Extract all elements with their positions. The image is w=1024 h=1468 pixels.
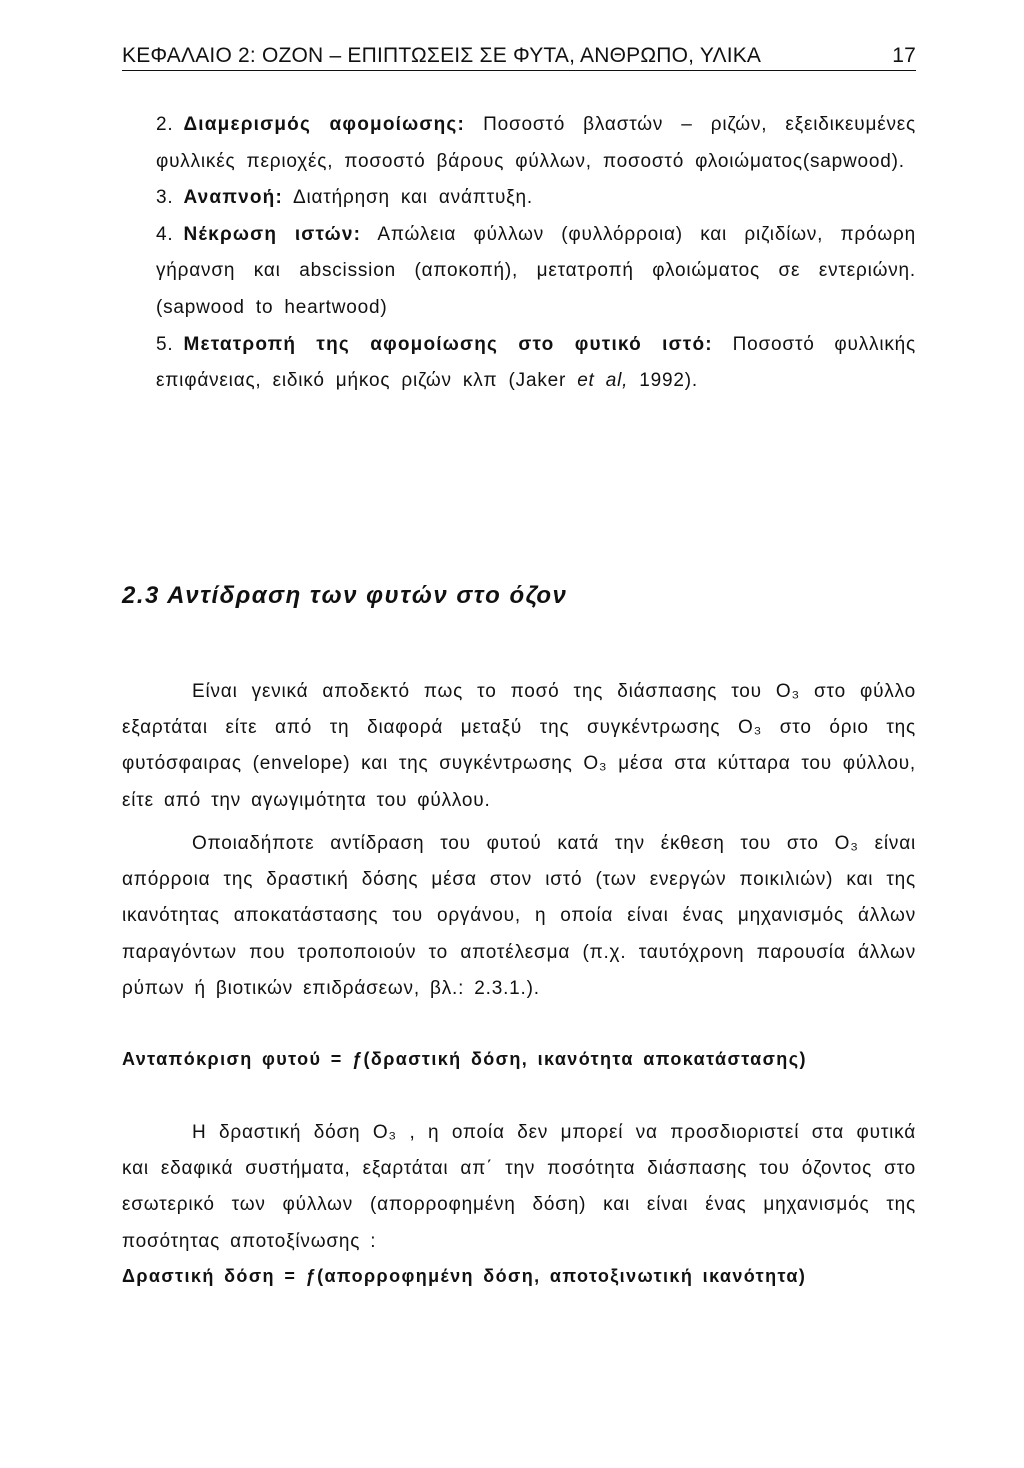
list-item-number: 3. [156, 187, 174, 209]
list-item-number: 4. [156, 223, 174, 245]
list-item-term: Αναπνοή: [183, 187, 283, 209]
formula-plant-response: Ανταπόκριση φυτού = ƒ(δραστική δόση, ικανότητα αποκατάστασης) [122, 1049, 807, 1069]
list-item-term: Νέκρωση ιστών: [183, 223, 362, 245]
list-item [156, 217, 916, 327]
list-item [156, 107, 916, 180]
list-item-text: Απώλεια φύλλων (φυλλόρροια) και ριζιδίων, πρόωρη γήρανση και abscission (αποκοπή), μετατροπή φλοιώματος σε εντεριώνη.(sapwood to heartwood) [156, 223, 917, 318]
list-item [156, 180, 916, 217]
list-item-text: Διατήρηση και ανάπτυξη. [282, 187, 533, 209]
chapter-title: ΚΕΦΑΛΑΙΟ 2: ΟΖΟΝ – ΕΠΙΠΤΩΣΕΙΣ ΣΕ ΦΥΤΑ, ΑΝΘΡΩΠΟ, ΥΛΙΚΑ [122, 44, 762, 67]
list-item-term: Διαμερισμός αφομοίωσης: [183, 114, 465, 135]
formula-effective-dose: Δραστική δόση = ƒ(απορροφημένη δόση, αποτοξινωτική ικανότητα) [122, 1266, 807, 1286]
paragraph: Οποιαδήποτε αντίδραση του φυτού κατά την έκθεση του στο O₃ είναι απόρροια της δραστική δόσης μέσα στον ιστό (των ενεργών ποικιλιών) και της ικανότητας αποκατάστασης του οργάνου, η οποία είναι ένας μηχανισμός άλλων παραγόντων που τροποποιούν το αποτέλεσμα (π.χ. ταυτόχρονη παρουσία άλλων ρύπων ή βιοτικών επιδράσεων, βλ.: 2.3.1.). [122, 833, 916, 999]
list-item-number: 2. [156, 114, 174, 135]
running-header [122, 44, 916, 71]
list-item-text-end: 1992). [628, 370, 698, 392]
page-number: 17 [892, 44, 916, 67]
list-item-number: 5. [156, 333, 174, 355]
list-item [156, 327, 916, 400]
paragraph: Η δραστική δόση O₃ , η οποία δεν μπορεί να προσδιοριστεί στα φυτικά και εδαφικά συστήματα, εξαρτάται απ΄ την ποσότητα διάσπασης του όζοντος στο εσωτερικό των φύλλων (απορροφημένη δόση) και είναι ένας μηχανισμός της ποσότητας αποτοξίνωσης : [122, 1122, 916, 1252]
list-item-text: Ποσοστό βλαστών – ριζών, εξειδικευμένες φυλλικές περιοχές, ποσοστό βάρους φύλλων, ποσοστό φλοιώματος(sapwood). [156, 114, 916, 172]
list-item-term: Μετατροπή της αφομοίωσης στο φυτικό ιστό: [183, 333, 713, 355]
paragraph: Είναι γενικά αποδεκτό πως το ποσό της διάσπασης του O₃ στο φύλλο εξαρτάται είτε από τη διαφορά μεταξύ της συγκέντρωσης O₃ στο όριο της φυτόσφαιρας (envelope) και της συγκέντρωσης O₃ μέσα στα κύτταρα του φύλλου, είτε από την αγωγιμότητα του φύλλου. [122, 681, 916, 811]
list-item-text: Ποσοστό φυλλικής επιφάνειας, ειδικό μήκος ριζών κλπ (Jaker [156, 333, 916, 392]
list-item-citation-italic: et al, [577, 370, 629, 392]
section-heading: 2.3 Αντίδραση των φυτών στο όζον [122, 582, 568, 609]
numbered-list [156, 107, 916, 400]
